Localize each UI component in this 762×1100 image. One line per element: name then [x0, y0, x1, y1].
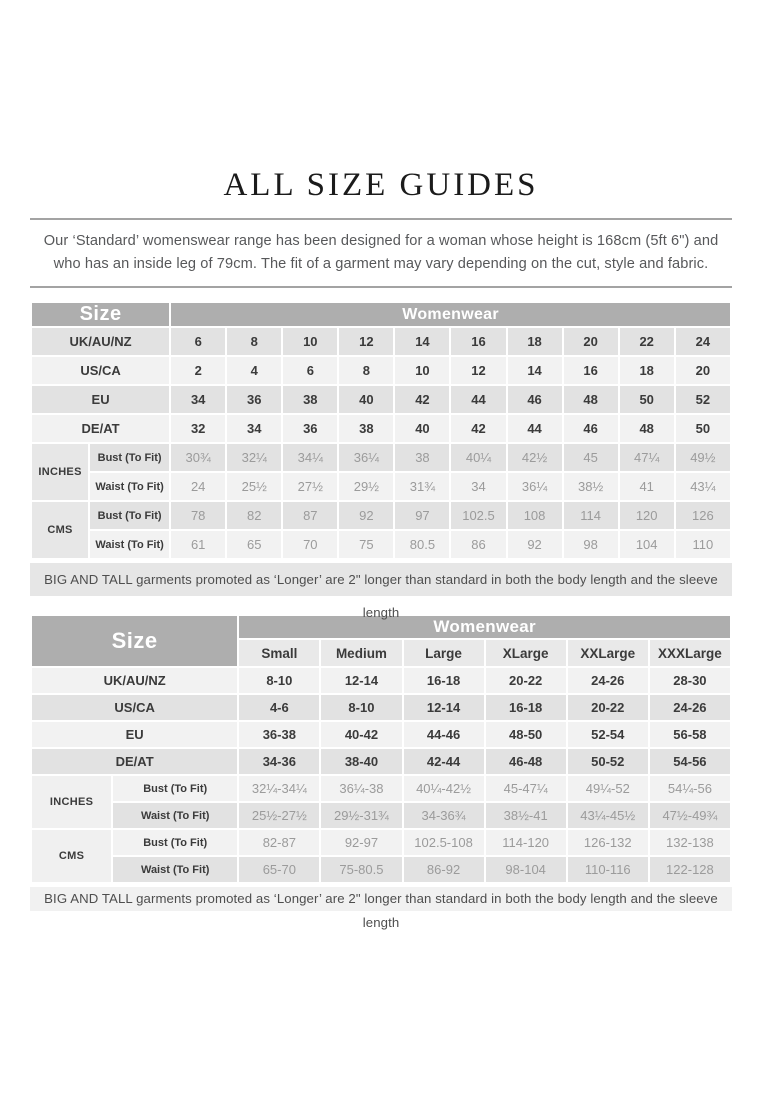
size-name-column-header: Large — [403, 639, 485, 667]
table-row — [31, 327, 731, 356]
table-row — [31, 472, 731, 501]
measurement-cell: 34-36¾ — [403, 802, 485, 829]
measurement-cell: 43¼ — [675, 472, 731, 501]
row-label: US/CA — [31, 694, 238, 721]
measurement-cell: 120 — [619, 501, 675, 530]
measurement-cell: 29½-31¾ — [320, 802, 402, 829]
size-cell: 6 — [282, 356, 338, 385]
size-cell: 4 — [226, 356, 282, 385]
size-name-column-header: Medium — [320, 639, 402, 667]
size-cell: 32 — [170, 414, 226, 443]
size-cell: 22 — [619, 327, 675, 356]
size-guide-page — [30, 0, 732, 931]
size-cell: 50-52 — [567, 748, 649, 775]
table-row — [31, 667, 731, 694]
measurement-cell: 47½-49¾ — [649, 802, 731, 829]
size-cell: 36 — [226, 385, 282, 414]
row-label: US/CA — [31, 356, 170, 385]
measurement-cell: 86 — [450, 530, 506, 559]
size-cell: 48-50 — [485, 721, 567, 748]
measurement-cell: 75 — [338, 530, 394, 559]
size-cell: 34 — [226, 414, 282, 443]
page-title: ALL SIZE GUIDES — [223, 167, 539, 203]
size-column-header: Size — [31, 302, 170, 327]
size-cell: 52 — [675, 385, 731, 414]
row-label: Bust (To Fit) — [89, 443, 170, 472]
size-cell: 8-10 — [238, 667, 320, 694]
big-and-tall-note: BIG AND TALL garments promoted as ‘Longer’ are 2" longer than standard in both the body length and the sleeve length — [30, 563, 732, 596]
measurement-cell: 29½ — [338, 472, 394, 501]
size-cell: 40 — [338, 385, 394, 414]
size-cell: 4-6 — [238, 694, 320, 721]
table-row — [31, 856, 731, 883]
measurement-cell: 36¼ — [338, 443, 394, 472]
measurement-cell: 30¾ — [170, 443, 226, 472]
size-cell: 50 — [675, 414, 731, 443]
big-and-tall-note: BIG AND TALL garments promoted as ‘Longer’ are 2" longer than standard in both the body length and the sleeve length — [30, 887, 732, 911]
size-cell: 2 — [170, 356, 226, 385]
measurement-cell: 54¼-56 — [649, 775, 731, 802]
size-cell: 36 — [282, 414, 338, 443]
size-cell: 18 — [619, 356, 675, 385]
measurement-cell: 98-104 — [485, 856, 567, 883]
measurement-cell: 102.5 — [450, 501, 506, 530]
size-cell: 10 — [394, 356, 450, 385]
size-cell: 42 — [394, 385, 450, 414]
measurement-cell: 24 — [170, 472, 226, 501]
size-cell: 46 — [507, 385, 563, 414]
size-cell: 48 — [563, 385, 619, 414]
size-cell: 38 — [282, 385, 338, 414]
size-cell: 20 — [675, 356, 731, 385]
measurement-cell: 87 — [282, 501, 338, 530]
size-cell: 36-38 — [238, 721, 320, 748]
size-cell: 6 — [170, 327, 226, 356]
measurement-cell: 36¼ — [507, 472, 563, 501]
size-cell: 42 — [450, 414, 506, 443]
measurement-cell: 34 — [450, 472, 506, 501]
size-cell: 8 — [226, 327, 282, 356]
row-label: EU — [31, 385, 170, 414]
measurement-cell: 40¼-42½ — [403, 775, 485, 802]
measurement-cell: 82 — [226, 501, 282, 530]
measurement-cell: 78 — [170, 501, 226, 530]
measurement-cell: 114 — [563, 501, 619, 530]
measurement-cell: 43¼-45½ — [567, 802, 649, 829]
measurement-cell: 126 — [675, 501, 731, 530]
size-cell: 12 — [450, 356, 506, 385]
row-label: Waist (To Fit) — [89, 530, 170, 559]
size-cell: 56-58 — [649, 721, 731, 748]
size-cell: 20-22 — [567, 694, 649, 721]
category-header: Womenwear — [170, 302, 731, 327]
category-header: Womenwear — [238, 615, 731, 639]
measurement-cell: 61 — [170, 530, 226, 559]
measurement-cell: 49½ — [675, 443, 731, 472]
size-cell: 10 — [282, 327, 338, 356]
size-cell: 42-44 — [403, 748, 485, 775]
size-cell: 8-10 — [320, 694, 402, 721]
row-label: DE/AT — [31, 414, 170, 443]
row-label: UK/AU/NZ — [31, 667, 238, 694]
grouped-size-table — [30, 614, 732, 884]
measurement-cell: 36¼-38 — [320, 775, 402, 802]
measurement-cell: 65 — [226, 530, 282, 559]
row-label: Bust (To Fit) — [89, 501, 170, 530]
measurement-cell: 32¼ — [226, 443, 282, 472]
row-label: Bust (To Fit) — [112, 775, 238, 802]
table-row — [31, 385, 731, 414]
size-name-column-header: XLarge — [485, 639, 567, 667]
row-label: EU — [31, 721, 238, 748]
measurement-cell: 25½ — [226, 472, 282, 501]
measurement-cell: 45 — [563, 443, 619, 472]
size-cell: 44 — [507, 414, 563, 443]
measurement-cell: 27½ — [282, 472, 338, 501]
size-cell: 28-30 — [649, 667, 731, 694]
measurement-cell: 31¾ — [394, 472, 450, 501]
divider-top — [30, 218, 732, 220]
unit-label: CMS — [31, 829, 112, 883]
unit-label: CMS — [31, 501, 89, 559]
size-cell: 16-18 — [485, 694, 567, 721]
size-cell: 16-18 — [403, 667, 485, 694]
measurement-cell: 92 — [338, 501, 394, 530]
size-cell: 38-40 — [320, 748, 402, 775]
measurement-cell: 114-120 — [485, 829, 567, 856]
size-cell: 44-46 — [403, 721, 485, 748]
measurement-cell: 132-138 — [649, 829, 731, 856]
measurement-cell: 102.5-108 — [403, 829, 485, 856]
size-cell: 8 — [338, 356, 394, 385]
table-row — [31, 721, 731, 748]
size-name-column-header: XXLarge — [567, 639, 649, 667]
table-row — [31, 694, 731, 721]
measurement-cell: 41 — [619, 472, 675, 501]
size-cell: 48 — [619, 414, 675, 443]
measurement-cell: 110-116 — [567, 856, 649, 883]
table-row — [31, 775, 731, 802]
standard-size-table — [30, 301, 732, 560]
size-name-column-header: XXXLarge — [649, 639, 731, 667]
size-cell: 20-22 — [485, 667, 567, 694]
measurement-cell: 42½ — [507, 443, 563, 472]
table-row — [31, 443, 731, 472]
table-row — [31, 748, 731, 775]
size-cell: 34-36 — [238, 748, 320, 775]
measurement-cell: 97 — [394, 501, 450, 530]
size-cell: 16 — [563, 356, 619, 385]
size-cell: 16 — [450, 327, 506, 356]
size-cell: 46-48 — [485, 748, 567, 775]
measurement-cell: 34¼ — [282, 443, 338, 472]
measurement-cell: 104 — [619, 530, 675, 559]
size-cell: 38 — [338, 414, 394, 443]
measurement-cell: 110 — [675, 530, 731, 559]
measurement-cell: 80.5 — [394, 530, 450, 559]
unit-label: INCHES — [31, 775, 112, 829]
measurement-cell: 75-80.5 — [320, 856, 402, 883]
size-cell: 40 — [394, 414, 450, 443]
measurement-cell: 38 — [394, 443, 450, 472]
size-cell: 24 — [675, 327, 731, 356]
size-cell: 54-56 — [649, 748, 731, 775]
row-label: Waist (To Fit) — [89, 472, 170, 501]
divider-bottom — [30, 286, 732, 288]
size-cell: 50 — [619, 385, 675, 414]
measurement-cell: 92-97 — [320, 829, 402, 856]
measurement-cell: 40¼ — [450, 443, 506, 472]
size-column-header: Size — [31, 615, 238, 667]
size-cell: 20 — [563, 327, 619, 356]
measurement-cell: 49¼-52 — [567, 775, 649, 802]
table-row — [31, 530, 731, 559]
row-label: Bust (To Fit) — [112, 829, 238, 856]
measurement-cell: 47¼ — [619, 443, 675, 472]
size-cell: 14 — [507, 356, 563, 385]
intro-text: Our ‘Standard’ womenswear range has been designed for a woman whose height is 168cm (5ft 6") and who has an inside leg of 79cm. The fit of a garment may vary depending on the cut, style and fabric. — [43, 233, 719, 272]
measurement-cell: 126-132 — [567, 829, 649, 856]
measurement-cell: 32¼-34¼ — [238, 775, 320, 802]
size-cell: 12-14 — [320, 667, 402, 694]
table-row — [31, 501, 731, 530]
standard-size-table-section — [30, 301, 732, 621]
unit-label: INCHES — [31, 443, 89, 501]
size-cell: 12-14 — [403, 694, 485, 721]
measurement-cell: 82-87 — [238, 829, 320, 856]
measurement-cell: 45-47¼ — [485, 775, 567, 802]
row-label: Waist (To Fit) — [112, 856, 238, 883]
size-cell: 12 — [338, 327, 394, 356]
measurement-cell: 70 — [282, 530, 338, 559]
measurement-cell: 108 — [507, 501, 563, 530]
row-label: UK/AU/NZ — [31, 327, 170, 356]
measurement-cell: 122-128 — [649, 856, 731, 883]
size-cell: 40-42 — [320, 721, 402, 748]
measurement-cell: 25½-27½ — [238, 802, 320, 829]
size-cell: 44 — [450, 385, 506, 414]
size-name-column-header: Small — [238, 639, 320, 667]
size-cell: 46 — [563, 414, 619, 443]
table-row — [31, 802, 731, 829]
measurement-cell: 38½ — [563, 472, 619, 501]
measurement-cell: 86-92 — [403, 856, 485, 883]
measurement-cell: 38½-41 — [485, 802, 567, 829]
measurement-cell: 65-70 — [238, 856, 320, 883]
grouped-size-table-section — [30, 614, 732, 931]
measurement-cell: 92 — [507, 530, 563, 559]
size-cell: 14 — [394, 327, 450, 356]
size-cell: 24-26 — [567, 667, 649, 694]
table-row — [31, 356, 731, 385]
size-cell: 18 — [507, 327, 563, 356]
size-cell: 24-26 — [649, 694, 731, 721]
size-cell: 52-54 — [567, 721, 649, 748]
table-row — [31, 414, 731, 443]
table-row — [31, 829, 731, 856]
row-label: DE/AT — [31, 748, 238, 775]
size-cell: 34 — [170, 385, 226, 414]
row-label: Waist (To Fit) — [112, 802, 238, 829]
measurement-cell: 98 — [563, 530, 619, 559]
